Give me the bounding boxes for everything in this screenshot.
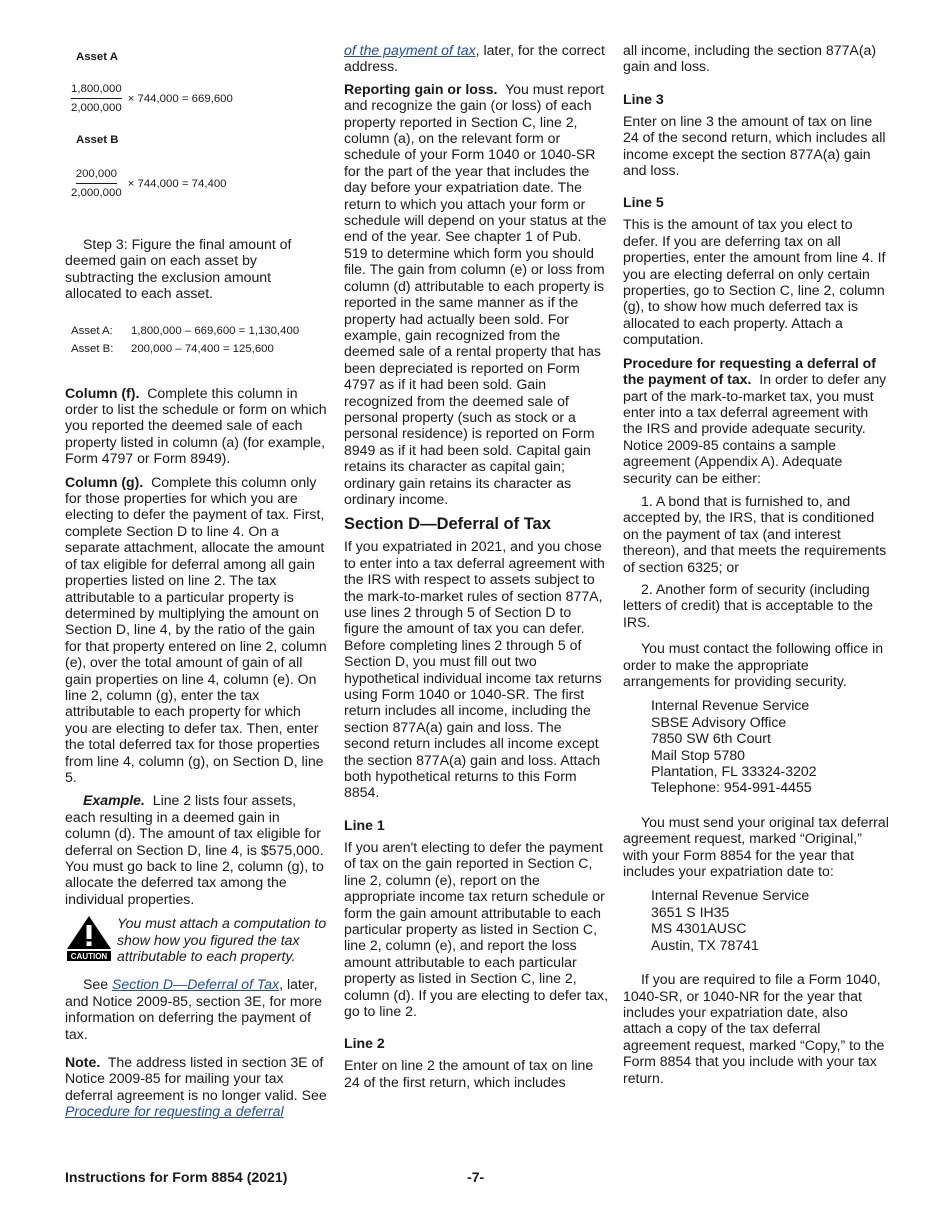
column-f-text: Complete this column in order to list the schedule or form on which you reported the deemed sale of each property listed in column (a) (for example, Form 4797 or Form 8949). [65, 384, 327, 467]
line-3-title: Line 3 [623, 90, 664, 107]
column-g-paragraph [65, 474, 327, 786]
section-d-text: If you expatriated in 2021, and you chose to enter into a tax deferral agreement with the IRS with respect to assets subject to the mark-to-market rules of section 877A, use lines 2 through 5 of Section D to figure the amount of tax you can defer. Before completing lines 2 through 5 of Section D, you must fill out two hypothetical individual income tax returns using Form 1040 or 1040-SR. The first return includes all income, including the section 877A(a) gain and loss. The second return includes all income except the section 877A(a) gain and loss. Attach both hypothetical returns to this Form 8854. [344, 538, 605, 801]
reporting-paragraph [344, 81, 608, 508]
caution-icon [65, 915, 113, 961]
procedure-heading: Procedure for requesting a deferral of the payment of tax. [623, 354, 876, 388]
address-line: MS 4301AUSC [651, 920, 747, 937]
example-text: Line 2 lists four assets, each resulting in a deemed gain in column (d). The amount of tax eligible for deferral on Section D, line 4, is $575,000. You must go back to line 2, column (g), to allocate the deferred tax among the individual properties. [65, 792, 324, 907]
column-2 [344, 42, 608, 1097]
reporting-text: You must report and recognize the gain (or loss) of each property reported in Section C, line 2, column (a), on the relevant form or schedule of your Form 1040 or 1040-SR for the part of the year that includes the day before your expatriation date. The return to which you attach your form or schedule will depend on your status at the end of the year. See chapter 1 of Pub. 519 to determine which form you should file. The gain from column (e) or loss from column (d) attributable to each property is reported in the same manner as if the property had actually been sold. For example, gain recognized from the deemed sale of a rental property that has been depreciated is reported on Form 4797 as if it had been sold. Gain recognized from the deemed sale of personal property (such as stock or a personal residence) is reported on Form 8949 as if it had been sold. Capital gain retains its character as capital gain; ordinary gain retains its character as ordinary income. [344, 80, 607, 507]
address-austin [651, 887, 889, 953]
list-item: 2. Another form of security (including letters of credit) that is acceptable to the IRS. [623, 580, 873, 630]
address-line: Plantation, FL 33324-3202 [651, 763, 817, 780]
line-5-title: Line 5 [623, 194, 664, 211]
sub-a-label: Asset A: [71, 324, 113, 337]
address-advisory-office [651, 697, 889, 795]
footer-title: Instructions for Form 8854 (2021) [65, 1169, 288, 1185]
column-1 [65, 42, 327, 1127]
asset-a-calc: × 744,000 = 669,600 [127, 92, 233, 105]
address-line: SBSE Advisory Office [651, 713, 787, 730]
asset-b-calc: × 744,000 = 74,400 [127, 177, 227, 190]
line-1-title: Line 1 [344, 816, 385, 833]
caution-text: You must attach a computation to show how you figured the tax attributable to each property. [117, 915, 327, 965]
procedure-paragraph [623, 355, 889, 486]
reporting-heading: Reporting gain or loss. [344, 80, 498, 97]
procedure-link-continued[interactable]: of the payment of tax [344, 42, 476, 58]
see-paragraph [65, 976, 327, 1042]
address-line: 3651 S IH35 [651, 903, 730, 920]
contact-text: You must contact the following office in order to make the appropriate arrangements for providing security. [623, 640, 884, 689]
page-footer [65, 1169, 889, 1187]
address-line: Mail Stop 5780 [651, 746, 746, 763]
column-g-heading: Column (g). [65, 473, 144, 490]
see-prefix: See [83, 976, 109, 993]
line-2-text: Enter on line 2 the amount of tax on line 24 of the first return, which includes [344, 1057, 594, 1090]
caution-word: CAUTION [70, 952, 108, 962]
list-item: 1. A bond that is furnished to, and accepted by, the IRS, that is conditioned on the payment of tax (and interest thereon), and that meets the requirements of section 6325; or [623, 492, 887, 575]
example-heading: Example. [83, 792, 145, 809]
step-3-text: Step 3: Figure the final amount of deemed gain on each asset by subtracting the exclusion amount allocated to each asset. [65, 236, 292, 302]
address-line: Austin, TX 78741 [651, 936, 759, 953]
line-5-text: This is the amount of tax you elect to defer. If you are deferring tax on all properties, enter the amount from line 4. If you are electing deferral on only certain properties, go to Section C, line 2, column (g), to show how much deferred tax is allocated to each property. Attach a computation. [623, 216, 886, 348]
continuation-text: all income, including the section 877A(a) gain and loss. [623, 42, 877, 75]
asset-a-formula [71, 82, 327, 115]
address-line: Internal Revenue Service [651, 887, 810, 904]
asset-b-denominator: 2,000,000 [71, 187, 122, 199]
procedure-text: In order to defer any part of the mark-to-market tax, you must enter into a tax deferral agreement with the IRS and provide adequate security. Notice 2009-85 contains a sample agreement (Appendix A). Adequate security can be either: [623, 371, 887, 486]
page-number: -7- [467, 1169, 485, 1185]
address-line: Internal Revenue Service [651, 697, 810, 714]
final-text: If you are required to file a Form 1040, 1040-SR, or 1040-NR for the year that includes your expatriation date, also attach a copy of the tax deferral agreement request, marked “Copy,” to the Form 8854 that you include with your tax return. [623, 971, 885, 1086]
asset-b-fraction [71, 167, 122, 200]
see-suffix: , later, and Notice 2009-85, section 3E, for more information on deferring the payment of tax. [65, 976, 322, 1042]
section-d-link[interactable]: Section D—Deferral of Tax [112, 976, 280, 993]
caution-box [65, 915, 327, 964]
line-2-title: Line 2 [344, 1035, 385, 1052]
sub-b-label: Asset B: [71, 342, 114, 355]
note-heading: Note. [65, 1054, 101, 1071]
asset-b-formula [71, 167, 327, 200]
asset-a-label: Asset A [76, 51, 118, 63]
line-3-text: Enter on line 3 the amount of tax on line 24 of the second return, which includes all income except the section 877A(a) gain and loss. [623, 112, 886, 179]
sub-a-calc: 1,800,000 – 669,600 = 1,130,400 [131, 324, 300, 337]
asset-a-denominator: 2,000,000 [71, 102, 122, 114]
sub-b-calc: 200,000 – 74,400 = 125,600 [131, 342, 274, 355]
subtraction-table [65, 324, 327, 356]
line-1-text: If you aren't electing to defer the payment of tax on the gain reported in Section C, line 2, column (e), report on the appropriate income tax return schedule or form the gain amount attributable to each particular property as listed in Section C, line 2, column (e), and report the loss amount attributable to each particular property as listed in Section C, line 2, column (d). If you are electing to defer tax, go to line 2. [344, 838, 608, 1019]
subtraction-row-b [71, 342, 327, 356]
column-3 [623, 42, 889, 1093]
link-continuation [344, 42, 608, 75]
asset-b-numerator: 200,000 [76, 167, 117, 184]
example-paragraph [65, 792, 327, 907]
asset-a-numerator: 1,800,000 [71, 82, 122, 99]
note-paragraph [65, 1054, 327, 1120]
send-text: You must send your original tax deferral agreement request, marked “Original,” with your Form 8854 for the year that includes your expatriation date to: [623, 813, 889, 880]
column-f-paragraph [65, 385, 327, 467]
link-continuation-suffix: , later, for the correct address. [344, 42, 605, 75]
subtraction-row-a [71, 324, 327, 338]
asset-a-fraction [71, 82, 122, 115]
note-text: The address listed in section 3E of Notice 2009-85 for mailing your tax deferral agreement is no longer valid. See [65, 1054, 327, 1103]
address-line: 7850 SW 6th Court [651, 730, 771, 747]
column-g-text: Complete this column only for those properties for which you are electing to defer the payment of tax. First, complete Section D to line 4. On a separate attachment, allocate the amount of tax eligible for deferral among all gain properties listed on line 2. The tax attributable to a particular property is determined by multiplying the amount on Section D, line 4, by the ratio of the gain for that property entered on line 2, column (e), over the total amount of gain of all gain properties on line 4, column (e). On line 2, column (g), enter the tax attributable to each property for which you are electing to defer tax. Then, enter the total deferred tax for those properties from line 4, column (g), on Section D, line 5. [65, 473, 327, 785]
address-line: Telephone: 954-991-4455 [651, 779, 812, 796]
procedure-link[interactable]: Procedure for requesting a deferral [65, 1103, 284, 1120]
column-f-heading: Column (f). [65, 384, 140, 401]
asset-b-label: Asset B [76, 134, 119, 146]
section-d-title: Section D—Deferral of Tax [344, 515, 551, 534]
